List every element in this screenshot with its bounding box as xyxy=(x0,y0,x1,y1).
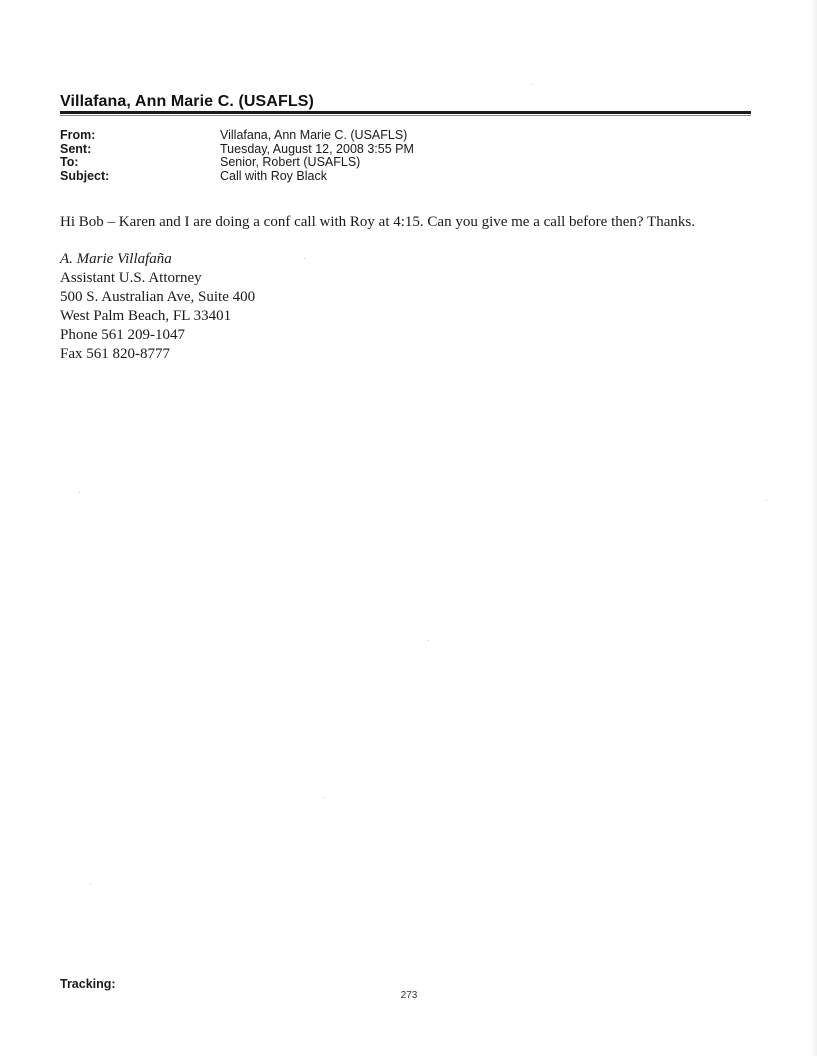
sent-row xyxy=(60,143,414,157)
signature-address-line1: 500 S. Australian Ave, Suite 400 xyxy=(60,289,256,305)
signature-phone: Phone 561 209-1047 xyxy=(60,327,185,343)
signature-name: A. Marie Villafaña xyxy=(60,251,172,267)
to-row xyxy=(60,156,414,170)
scan-speck xyxy=(90,884,91,885)
to-value: Senior, Robert (USAFLS) xyxy=(220,155,361,169)
scan-edge-shadow xyxy=(811,0,817,1056)
tracking-label: Tracking: xyxy=(60,977,116,991)
sent-label: Sent: xyxy=(60,141,92,156)
subject-label: Subject: xyxy=(60,168,110,183)
scan-speck xyxy=(428,640,429,641)
from-row xyxy=(60,129,414,143)
scan-speck xyxy=(79,492,80,493)
from-label: From: xyxy=(60,128,96,142)
email-signature xyxy=(60,250,255,364)
subject-value: Call with Roy Black xyxy=(220,168,327,183)
header-rule-thin xyxy=(60,115,751,116)
signature-address-line2: West Palm Beach, FL 33401 xyxy=(60,308,232,324)
scan-speck xyxy=(304,258,305,259)
email-header-name: Villafana, Ann Marie C. (USAFLS) xyxy=(60,93,314,110)
subject-row xyxy=(60,170,414,184)
to-label: To: xyxy=(60,155,79,169)
signature-title: Assistant U.S. Attorney xyxy=(60,270,202,286)
scan-speck xyxy=(323,797,324,798)
header-rule xyxy=(60,111,751,114)
email-body: Hi Bob – Karen and I are doing a conf call with Roy at 4:15. Can you give me a call before then? Thanks. xyxy=(60,214,695,230)
scan-speck xyxy=(766,500,767,501)
scan-speck xyxy=(531,84,532,85)
sent-value: Tuesday, August 12, 2008 3:55 PM xyxy=(220,141,414,156)
email-metadata xyxy=(60,129,414,183)
from-value: Villafana, Ann Marie C. (USAFLS) xyxy=(220,128,408,142)
page-number: 273 xyxy=(400,990,418,1001)
signature-fax: Fax 561 820-8777 xyxy=(60,346,170,362)
